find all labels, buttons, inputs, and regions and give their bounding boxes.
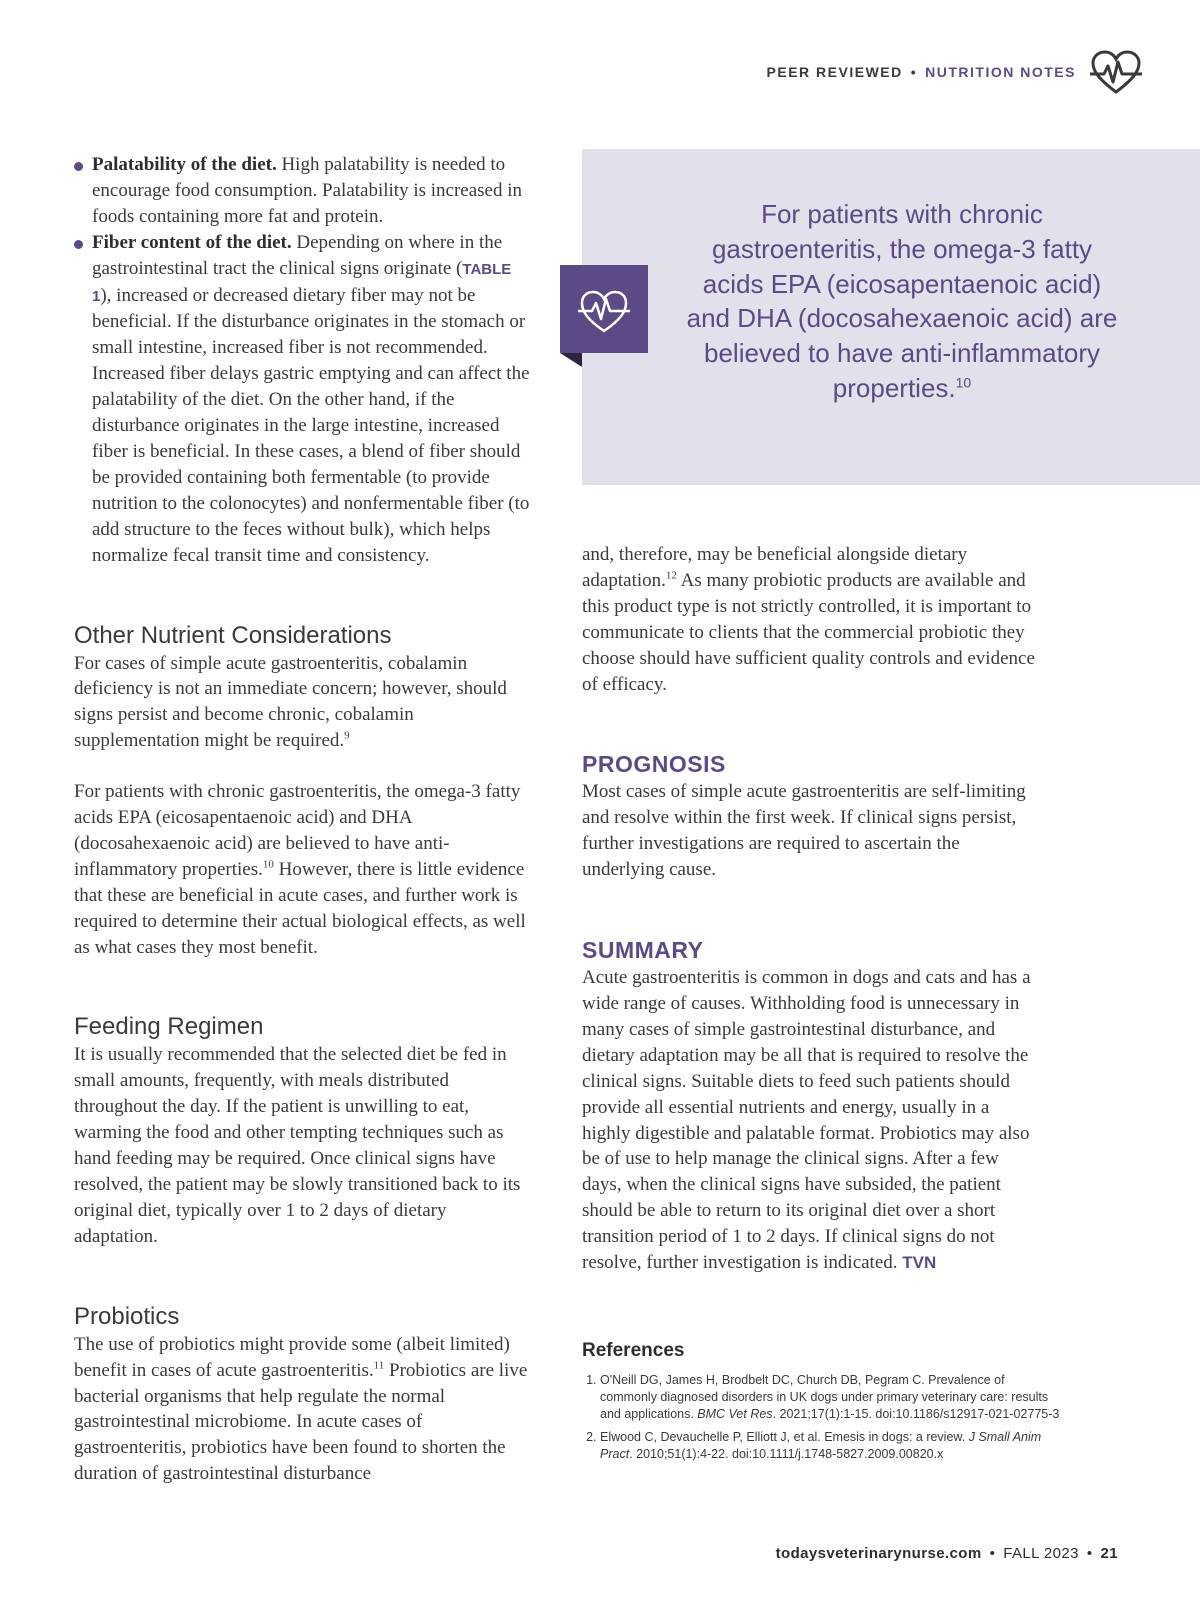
heart-pulse-icon [560,265,648,353]
list-item: Fiber content of the diet. Depending on where in the gastrointestinal tract the clinical signs originate (TABLE 1), increased or decreased dietary fiber may not be beneficial. If the disturbance originates in the stomach or small intestine, increased fiber is not recommended. Increased fiber delays gastric emptying and can affect the palatability of the diet. On the other hand, if the disturbance originates in the large intestine, increased fiber is beneficial. In these cases, a blend of fiber should be provided containing both fermentable (to provide nutrition to the colonocytes) and nonfermentable fiber (to add structure to the feces without bulk), which helps normalize fecal transit time and consistency. [92,230,534,569]
feeding-regimen-paragraph: It is usually recommended that the selected diet be fed in small amounts, frequently, with meals distributed throughout the day. If the patient is unwilling to eat, warming the food and other tempting techniques such as hand feeding may be required. Once clinical signs have resolved, the patient may be slowly transitioned back to its original diet, typically over 1 to 2 days of dietary adaptation. [74,1044,521,1247]
other-nutrients-paragraph-1: For cases of simple acute gastroenteritis, cobalamin deficiency is not an immediate concern; however, should signs persist and become chronic, cobalamin supplementation might be required.$^9$ [74,652,507,752]
footer-site-link[interactable]: todaysveterinarynurse.com [775,1545,982,1562]
heart-pulse-icon [1090,50,1142,96]
running-header [767,64,1076,80]
pull-quote-text: For patients with chronic gastroenteritis, the omega-3 fatty acids EPA (eicosapentaenoic acid) and DHA (docosahexaenoic acid) are believed to have anti-inflammatory properties.$^{10}$ [686,199,1118,403]
probiotics-continued-paragraph: and, therefore, may be beneficial alongside dietary adaptation.$^{12}$ As many probiotic products are available and this product type is not strictly controlled, it is important to communicate to clients that the commercial probiotic they choose should have sufficient quality controls and evidence of efficacy. [582,544,1035,695]
page-number: 21 [1100,1545,1118,1562]
header-separator: • [910,64,918,80]
feeding-regimen-heading: Feeding Regimen [74,1013,264,1041]
summary-paragraph: Acute gastroenteritis is common in dogs and cats and has a wide range of causes. Withholding food is unnecessary in many cases of simple gastrointestinal disturbance, and dietary adaptation may be all that is required to resolve the clinical signs. Suitable diets to feed such patients should provide all essential nutrients and energy, usually in a highly digestible and palatable format. Probiotics may also be of use to help manage the clinical signs. After a few days, when the clinical signs have subsided, the patient should be able to return to its original diet over a short transition period of 1 to 2 days. If clinical signs do not resolve, further investigation is indicated. TVN [582,967,1031,1274]
references-heading: References [582,1340,685,1361]
references-list [582,1372,1060,1470]
citation-ref: 10 [955,374,972,391]
citation-ref: 10 [262,858,274,871]
page-footer: todaysveterinarynurse.com • FALL 2023 • 21 [775,1545,1118,1562]
reference-item: 2. Elwood C, Devauchelle P, Elliott J, et al. Emesis in dogs: a review. J Small Anim Pract. 2010;51(1):4-22. doi:10.1111/j.1748-5827.2009.00820.x [600,1429,1060,1463]
tvn-end-mark: TVN [902,1253,937,1273]
table-reference-link[interactable]: TABLE 1 [92,260,512,305]
citation-ref: 11 [373,1359,385,1372]
citation-ref: 12 [665,569,677,582]
header-category: NUTRITION NOTES [925,64,1076,80]
prognosis-heading: PROGNOSIS [582,751,726,778]
pull-quote-badge [560,265,648,353]
probiotics-heading: Probiotics [74,1302,180,1330]
reference-item: 1. O'Neill DG, James H, Brodbelt DC, Church DB, Pegram C. Prevalence of commonly diagnosed disorders in UK dogs under primary veterinary care: results and applications. BMC Vet Res. 2021;17(1):1-15. doi:10.1186/s12917-021-02775-3 [600,1372,1060,1422]
left-column [74,152,534,1487]
citation-ref: 9 [344,729,350,742]
diet-factor-list [74,152,534,569]
right-column [582,542,1042,1276]
other-nutrients-paragraph-2: For patients with chronic gastroenteritis, the omega-3 fatty acids EPA (eicosapentaenoic acid) and DHA (docosahexaenoic acid) are believed to have anti-inflammatory properties.$^{10}$ However, there is little evidence that these are beneficial in acute cases, and further work is required to determine their actual biological effects, as well as what cases they most benefit. [74,781,526,958]
badge-fold [560,353,582,367]
other-nutrients-heading: Other Nutrient Considerations [74,621,392,649]
header-section: PEER REVIEWED [766,64,903,80]
list-item: Palatability of the diet. High palatability is needed to encourage food consumption. Palatability is increased in foods containing more fat and protein. [92,152,534,230]
probiotics-paragraph: The use of probiotics might provide some (albeit limited) benefit in cases of acute gastroenteritis.$^{11}$ Probiotics are live bacterial organisms that help regulate the normal gastrointestinal microbiome. In acute cases of gastroenteritis, probiotics have been found to shorten the duration of gastrointestinal disturbance [74,1333,528,1485]
footer-issue: FALL 2023 [1003,1545,1079,1562]
prognosis-paragraph: Most cases of simple acute gastroenteritis are self-limiting and resolve within the first week. If clinical signs persist, further investigations are required to ascertain the underlying cause. [582,781,1026,881]
summary-heading: SUMMARY [582,937,704,964]
